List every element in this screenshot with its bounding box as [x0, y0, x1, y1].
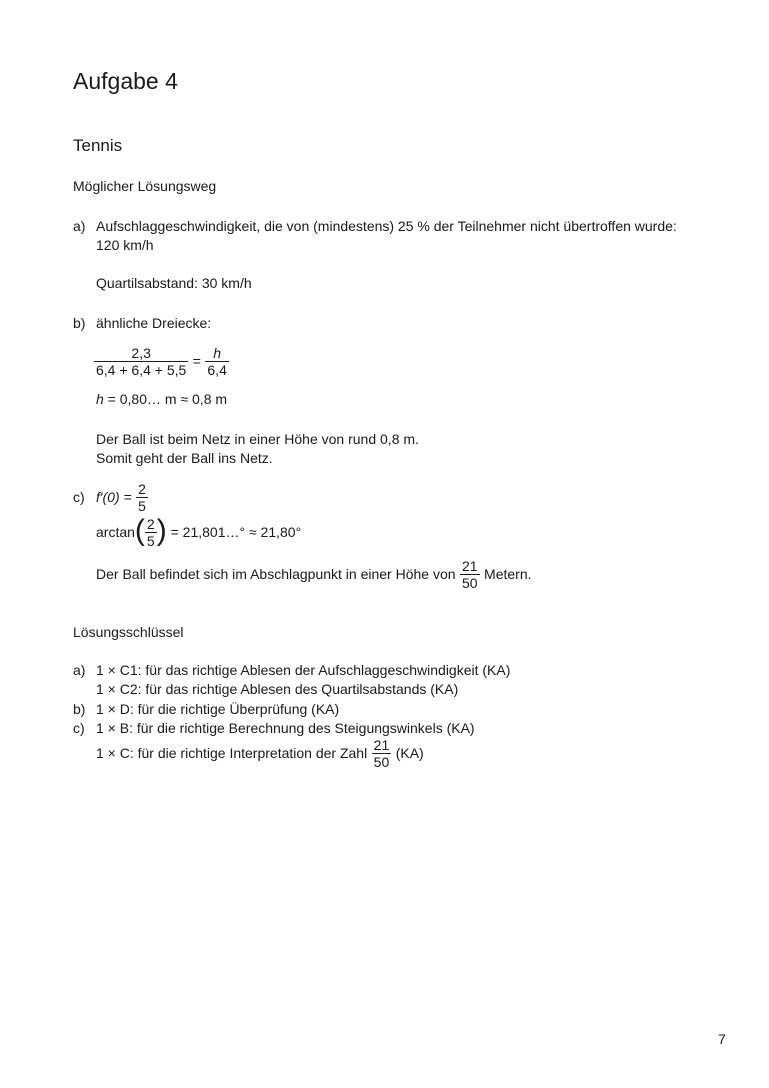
- part-c-label: c): [73, 489, 85, 505]
- part-c-conclusion: Der Ball befindet sich im Abschlagpunkt in einer Höhe von $\frac{21}{50}$ Metern.: [96, 558, 532, 591]
- part-a-line1: Aufschlaggeschwindigkeit, die von (mindestens) 25 % der Teilnehmer nicht übertroffen wurde:: [96, 218, 677, 234]
- part-b-text2: Somit geht der Ball ins Netz.: [96, 450, 273, 466]
- part-b-label: b): [73, 315, 86, 331]
- part-a-line2: 120 km/h: [96, 237, 154, 253]
- key-c-item2: 1 × C: für die richtige Interpretation der Zahl $\frac{21}{50}$ (KA): [96, 737, 424, 770]
- part-a-quartile: Quartilsabstand: 30 km/h: [96, 275, 252, 291]
- derivative-equation: f′(0) = $\frac{2}{5}$: [96, 481, 146, 514]
- key-c-item1: 1 × B: für die richtige Berechnung des Steigungswinkels (KA): [96, 720, 475, 736]
- key-a-label: a): [73, 662, 86, 678]
- key-a-item2: 1 × C2: für das richtige Ablesen des Quartilsabstands (KA): [96, 681, 459, 697]
- page-title: Aufgabe 4: [73, 68, 178, 94]
- part-b-intro: ähnliche Dreiecke:: [96, 315, 212, 331]
- key-fraction: $\frac{21}{50}$: [373, 737, 390, 770]
- fraction-left: $\frac{2,3}{6,4 + 6,4 + 5,5}$: [96, 345, 187, 378]
- arctan-equation: arctan( $\frac{2}{5}$ ) = 21,801…° ≈ 21,80°: [96, 513, 302, 549]
- height-fraction: $\frac{21}{50}$: [462, 558, 478, 591]
- key-c-label: c): [73, 720, 85, 736]
- height-result: h = 0,80… m ≈ 0,8 m: [96, 391, 228, 407]
- part-b-text1: Der Ball ist beim Netz in einer Höhe von rund 0,8 m.: [96, 431, 419, 447]
- page-number: 7: [718, 1031, 726, 1047]
- key-a-item1: 1 × C1: für das richtige Ablesen der Aufschlaggeschwindigkeit (KA): [96, 662, 511, 678]
- key-b-label: b): [73, 701, 86, 717]
- equals-sign: =: [192, 353, 201, 369]
- section-title: Tennis: [73, 136, 123, 155]
- key-b-item1: 1 × D: für die richtige Überprüfung (KA): [96, 701, 340, 717]
- solution-heading: Möglicher Lösungsweg: [73, 178, 217, 194]
- part-a-label: a): [73, 218, 86, 234]
- derivative-fraction: $\frac{2}{5}$: [138, 481, 146, 514]
- similar-triangles-equation: [94, 345, 229, 378]
- key-heading: Lösungsschlüssel: [73, 624, 184, 640]
- fraction-right: $\frac{h}{6,4}$: [207, 345, 227, 378]
- arctan-fraction: $\frac{2}{5}$: [146, 516, 155, 549]
